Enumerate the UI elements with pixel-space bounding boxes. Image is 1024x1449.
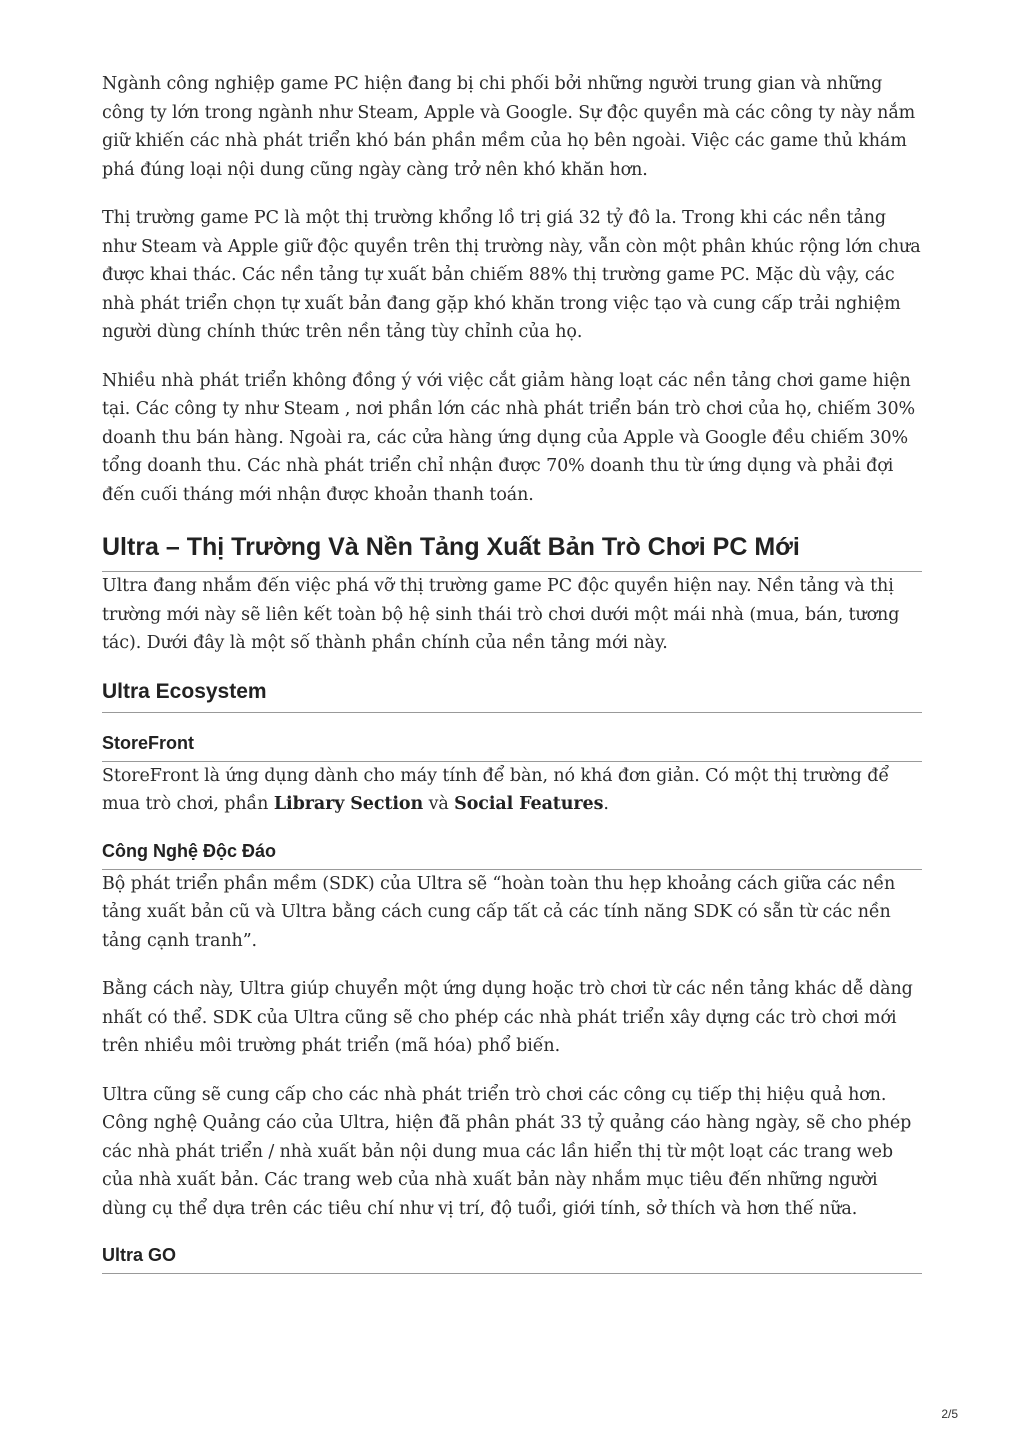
storefront-heading: StoreFront [102, 731, 922, 762]
intro-paragraph-2: Thị trường game PC là một thị trường khổng lồ trị giá 32 tỷ đô la. Trong khi các nền tảng như Steam và Apple giữ độc quyền trên thị trường này, vẫn còn một phân khúc rộng lớn chưa được khai thác. Các nền tảng tự xuất bản chiếm 88% thị trường game PC. Mặc dù vậy, các nhà phát triển chọn tự xuất bản đang gặp khó khăn trong việc tạo và cung cấp trải nghiệm người dùng chính thức trên nền tảng tùy chỉnh của họ. [102, 208, 921, 342]
library-section-label: Library Section [273, 794, 424, 814]
ultra-section-paragraph: Ultra đang nhắm đến việc phá vỡ thị trường game PC độc quyền hiện nay. Nền tảng và thị trường mới này sẽ liên kết toàn bộ hệ sinh thái trò chơi dưới một mái nhà (mua, bán, tương tác). Dưới đây là một số thành phần chính của nền tảng mới này. [102, 576, 900, 653]
ultra-go-heading: Ultra GO [102, 1243, 922, 1274]
page-number: 2/5 [941, 1407, 958, 1421]
storefront-paragraph [102, 762, 922, 819]
intro-paragraph-1: Ngành công nghiệp game PC hiện đang bị chi phối bởi những người trung gian và những công ty lớn trong ngành như Steam, Apple và Google. Sự độc quyền mà các công ty này nắm giữ khiến các nhà phát triển khó bán phần mềm của họ bên ngoài. Việc các game thủ khám phá đúng loại nội dung cũng ngày càng trở nên khó khăn hơn. [102, 74, 916, 180]
technology-paragraph-3: Ultra cũng sẽ cung cấp cho các nhà phát triển trò chơi các công cụ tiếp thị hiệu quả hơn. Công nghệ Quảng cáo của Ultra, hiện đã phân phát 33 tỷ quảng cáo hàng ngày, sẽ cho phép các nhà phát triển / nhà xuất bản nội dung mua các lần hiển thị từ một loạt các trang web của nhà xuất bản. Các trang web của nhà xuất bản này nhắm mục tiêu đến những người dùng cụ thể dựa trên các tiêu chí như vị trí, độ tuổi, giới tính, sở thích và hơn thế nữa. [102, 1084, 912, 1219]
ecosystem-heading: Ultra Ecosystem [102, 678, 922, 713]
storefront-text-before: StoreFront là ứng dụng dành cho máy tính để bàn, nó khá đơn giản. Có một thị trường để mua trò chơi, phần [102, 765, 890, 814]
ultra-section-heading: Ultra – Thị Trường Và Nền Tảng Xuất Bản Trò Chơi PC Mới [102, 531, 922, 572]
technology-heading: Công Nghệ Độc Đáo [102, 839, 922, 870]
intro-paragraph-3: Nhiều nhà phát triển không đồng ý với việc cắt giảm hàng loạt các nền tảng chơi game hiện tại. Các công ty như Steam , nơi phần lớn các nhà phát triển bán trò chơi của họ, chiếm 30% doanh thu bán hàng. Ngoài ra, các cửa hàng ứng dụng của Apple và Google đều chiếm 30% tổng doanh thu. Các nhà phát triển chỉ nhận được 70% doanh thu từ ứng dụng và phải đợi đến cuối tháng mới nhận được khoản thanh toán. [102, 370, 916, 505]
storefront-text-after: . [603, 794, 609, 814]
social-features-label: Social Features [454, 794, 604, 814]
storefront-text-middle: và [423, 794, 455, 814]
article-page [102, 70, 922, 1274]
technology-paragraph-1: Bộ phát triển phần mềm (SDK) của Ultra sẽ “hoàn toàn thu hẹp khoảng cách giữa các nền tảng xuất bản cũ và Ultra bằng cách cung cấp tất cả các tính năng SDK có sẵn từ các nền tảng cạnh tranh”. [102, 873, 896, 951]
technology-paragraph-2: Bằng cách này, Ultra giúp chuyển một ứng dụng hoặc trò chơi từ các nền tảng khác dễ dàng nhất có thể. SDK của Ultra cũng sẽ cho phép các nhà phát triển xây dựng các trò chơi mới trên nhiều môi trường phát triển (mã hóa) phổ biến. [102, 979, 913, 1056]
